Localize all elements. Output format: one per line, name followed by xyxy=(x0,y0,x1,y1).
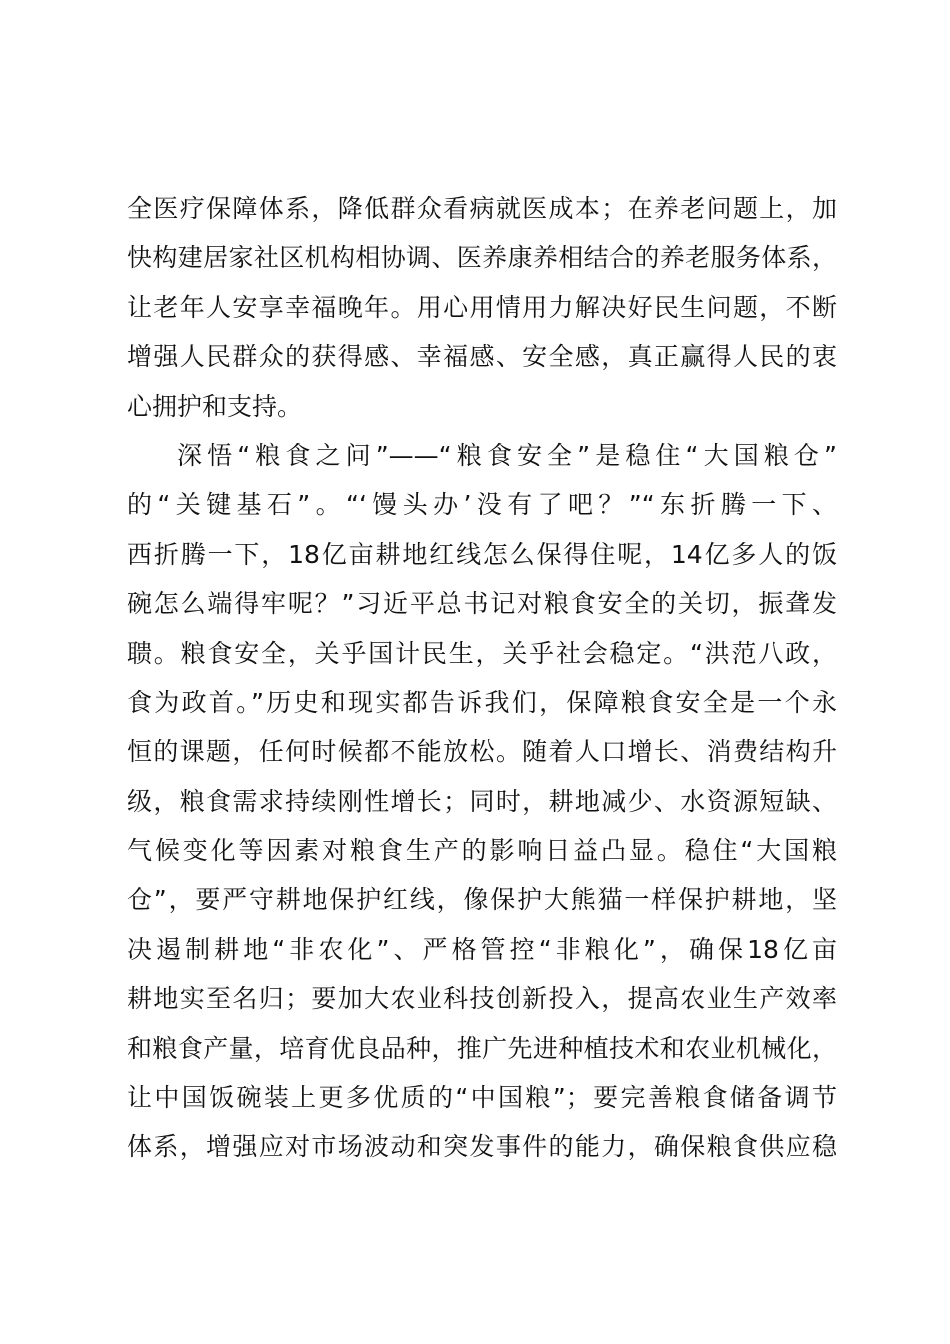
text-line: 全医疗保障体系，降低群众看病就医成本；在养老问题上，加 xyxy=(127,194,837,223)
text-line: 恒的课题，任何时候都不能放松。随着人口增长、消费结构升 xyxy=(127,737,837,767)
text-line: 聩。粮食安全，关乎国计民生，关乎社会稳定。“洪范八政， xyxy=(127,638,837,668)
text-line: 食为政首。”历史和现实都告诉我们，保障粮食安全是一个永 xyxy=(127,687,837,717)
text-line: 深悟“粮食之问”——“粮食安全”是稳住“大国粮仓” xyxy=(177,440,837,470)
text-line: 碗怎么端得牢呢？”习近平总书记对粮食安全的关切，振聋发 xyxy=(127,589,837,619)
paragraph-1 xyxy=(127,184,837,431)
text-line: 让老年人安享幸福晚年。用心用情用力解决好民生问题，不断 xyxy=(127,292,837,322)
text-line: 耕地实至名归；要加大农业科技创新投入，提高农业生产效率 xyxy=(127,984,837,1014)
text-line: 体系，增强应对市场波动和突发事件的能力，确保粮食供应稳 xyxy=(127,1132,837,1162)
text-line: 西折腾一下，18亿亩耕地红线怎么保得住呢，14亿多人的饭 xyxy=(127,539,837,569)
paragraph-2 xyxy=(127,431,837,1172)
text-line: 的“关键基石”。“‘馒头办’没有了吧？”“东折腾一下、 xyxy=(127,490,837,520)
text-line: 快构建居家社区机构相协调、医养康养相结合的养老服务体系， xyxy=(127,243,837,273)
text-line: 气候变化等因素对粮食生产的影响日益凸显。稳住“大国粮 xyxy=(127,836,837,866)
text-line: 增强人民群众的获得感、幸福感、安全感，真正赢得人民的衷 xyxy=(127,342,837,372)
body-text xyxy=(127,184,837,1172)
text-line: 和粮食产量，培育优良品种，推广先进种植技术和农业机械化， xyxy=(127,1033,837,1063)
text-line: 仓”，要严守耕地保护红线，像保护大熊猫一样保护耕地，坚 xyxy=(127,885,837,915)
text-line: 心拥护和支持。 xyxy=(127,391,303,421)
text-line: 让中国饭碗装上更多优质的“中国粮”；要完善粮食储备调节 xyxy=(127,1083,837,1113)
text-line: 级，粮食需求持续刚性增长；同时，耕地减少、水资源短缺、 xyxy=(127,786,837,816)
text-line: 决遏制耕地“非农化”、严格管控“非粮化”，确保18亿亩 xyxy=(127,934,837,964)
